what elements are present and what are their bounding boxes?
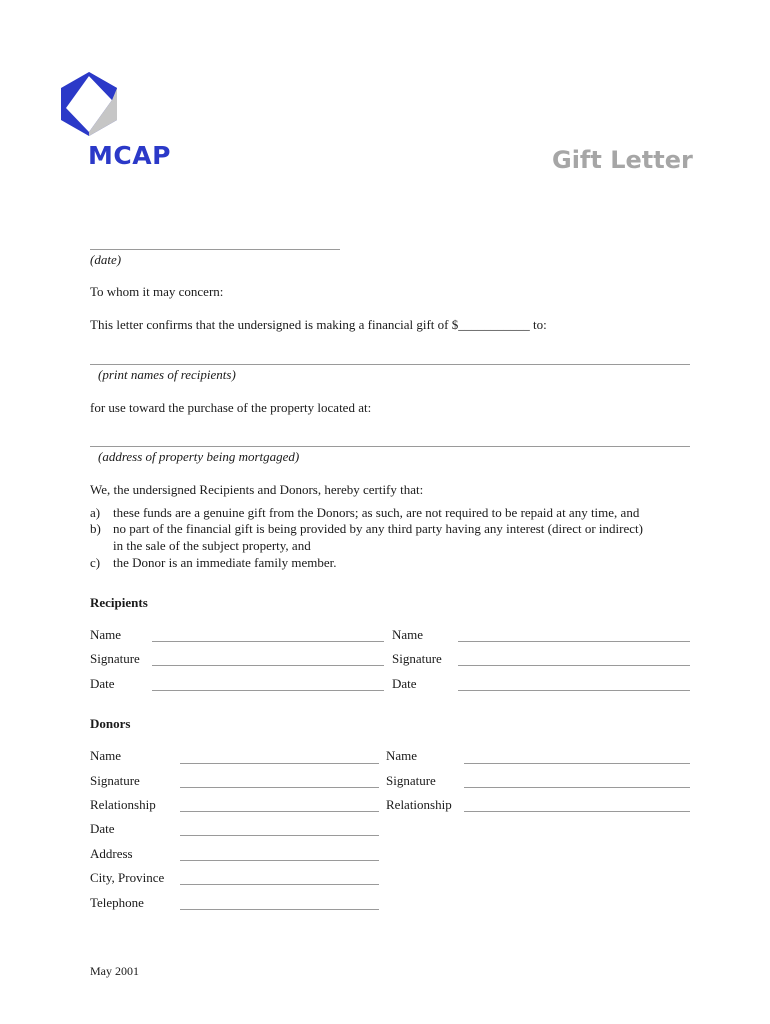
address-caption: (address of property being mortgaged) — [98, 449, 300, 464]
recipient2-date-field[interactable] — [458, 690, 690, 691]
footer-date: May 2001 — [90, 964, 139, 978]
property-address-line — [90, 446, 690, 447]
recipient1-date-label: Date — [90, 676, 115, 691]
salutation: To whom it may concern: — [90, 284, 224, 299]
donor1-name-label: Name — [90, 748, 122, 763]
donor-city-province-field[interactable] — [180, 884, 379, 885]
donors-heading: Donors — [90, 716, 131, 731]
donor1-signature-label: Signature — [90, 773, 140, 788]
cert-item-a-text: these funds are a genuine gift from the Donors; as such, are not required to be repaid at any time, and — [113, 505, 640, 520]
mcap-logo-mark — [60, 72, 118, 136]
recipient2-name-field[interactable] — [458, 641, 690, 642]
recipient1-name-label: Name — [90, 627, 122, 642]
donor1-signature-field[interactable] — [180, 787, 379, 788]
cert-item-c-marker: c) — [90, 555, 101, 570]
donor1-relationship-label: Relationship — [90, 797, 156, 812]
certification-lead: We, the undersigned Recipients and Donors, hereby certify that: — [90, 482, 424, 497]
document-title: Gift Letter — [552, 146, 693, 174]
donor2-relationship-field[interactable] — [464, 811, 690, 812]
cert-item-c-text: the Donor is an immediate family member. — [113, 555, 337, 570]
recipient2-name-label: Name — [392, 627, 424, 642]
donor2-signature-field[interactable] — [464, 787, 690, 788]
recipient2-date-label: Date — [392, 676, 417, 691]
recipients-caption: (print names of recipients) — [98, 367, 236, 382]
donor-date-label: Date — [90, 821, 115, 836]
donor-address-field[interactable] — [180, 860, 379, 861]
cert-item-a-marker: a) — [90, 505, 101, 520]
donor2-name-field[interactable] — [464, 763, 690, 764]
donor2-signature-label: Signature — [386, 773, 436, 788]
recipients-names-line — [90, 364, 690, 365]
donor2-relationship-label: Relationship — [386, 797, 452, 812]
recipients-heading: Recipients — [90, 595, 148, 610]
recipient1-name-field[interactable] — [152, 641, 384, 642]
mcap-logo-text: MCAP — [88, 141, 171, 170]
donor-telephone-label: Telephone — [90, 895, 144, 910]
recipient1-date-field[interactable] — [152, 690, 384, 691]
date-caption: (date) — [90, 252, 122, 267]
cert-item-b-text-cont: in the sale of the subject property, and — [113, 538, 311, 553]
cert-item-b-marker: b) — [90, 521, 101, 536]
recipient1-signature-label: Signature — [90, 651, 140, 666]
date-line — [90, 249, 340, 250]
donor1-name-field[interactable] — [180, 763, 379, 764]
donor1-relationship-field[interactable] — [180, 811, 379, 812]
donor-date-field[interactable] — [180, 835, 379, 836]
confirm-line: This letter confirms that the undersigned is making a financial gift of $___________ to: — [90, 317, 547, 332]
recipient1-signature-field[interactable] — [152, 665, 384, 666]
donor-telephone-field[interactable] — [180, 909, 379, 910]
use-line: for use toward the purchase of the property located at: — [90, 400, 372, 415]
donor-city-province-label: City, Province — [90, 870, 165, 885]
donor2-name-label: Name — [386, 748, 418, 763]
cert-item-b-text: no part of the financial gift is being provided by any third party having any interest (direct or indirect) — [113, 521, 643, 536]
recipient2-signature-field[interactable] — [458, 665, 690, 666]
recipient2-signature-label: Signature — [392, 651, 442, 666]
donor-address-label: Address — [90, 846, 133, 861]
